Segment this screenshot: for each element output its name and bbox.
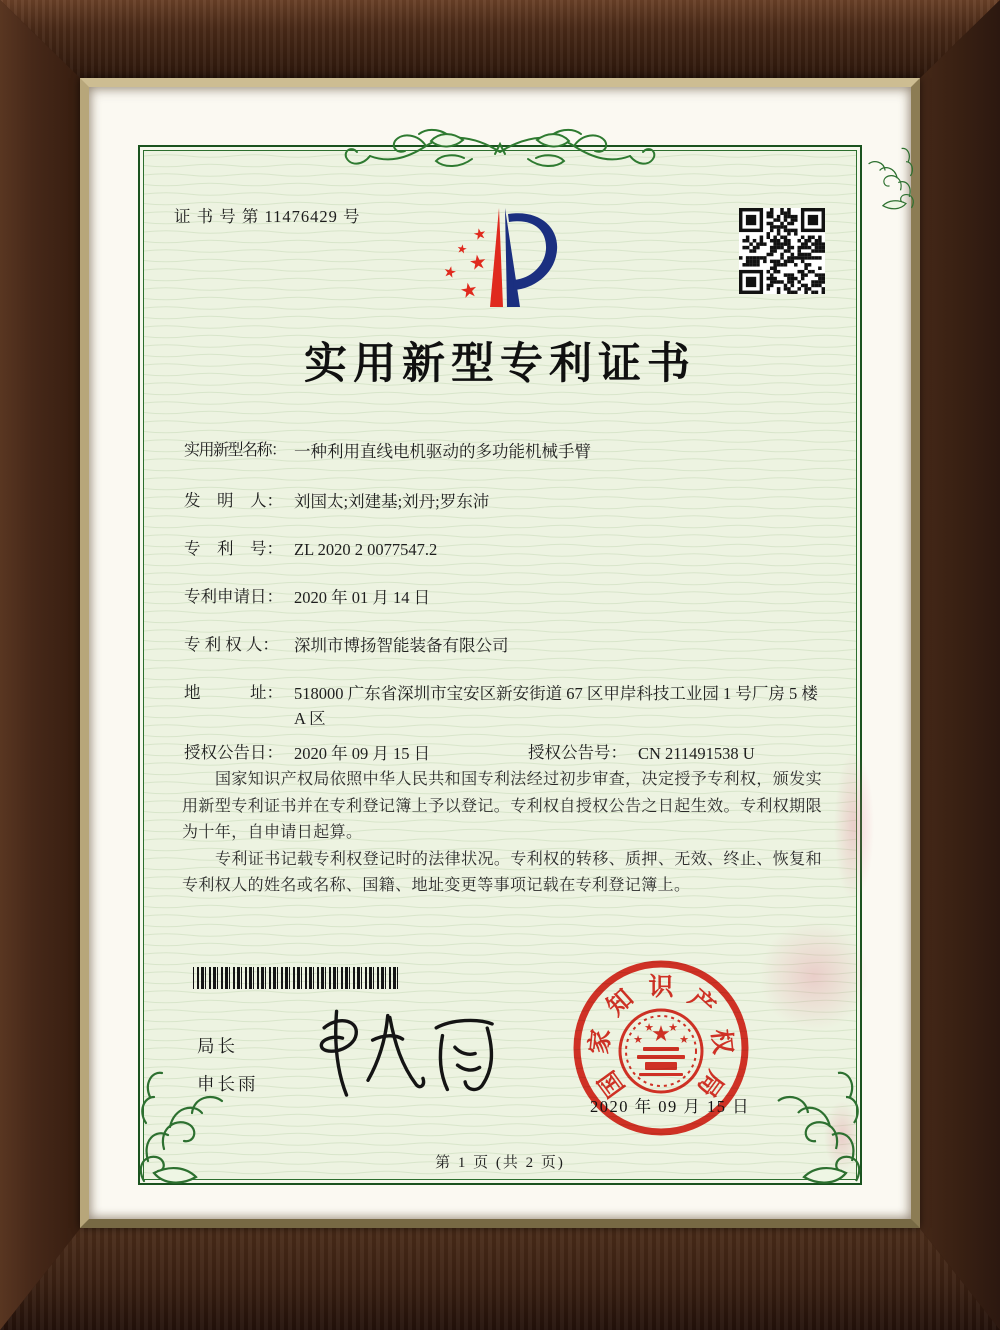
director-title: 局长 <box>197 1036 238 1056</box>
field-value: CN 211491538 U <box>638 744 755 763</box>
barcode-bar <box>325 967 326 989</box>
svg-text:★: ★ <box>441 261 459 283</box>
barcode-bar <box>241 967 242 989</box>
field-row-address <box>184 681 832 731</box>
certificate-number: 证 书 号 第 11476429 号 <box>174 207 361 226</box>
barcode-bar <box>373 967 374 989</box>
pink-ink-smudge <box>759 921 869 1031</box>
svg-text:国: 国 <box>593 1065 631 1102</box>
svg-text:知: 知 <box>602 984 639 1022</box>
barcode-bar <box>297 967 300 989</box>
field-label: 专 利 权 人： <box>184 635 279 654</box>
legal-paragraph-2: 专利证书记载专利权登记时的法律状况。专利权的转移、质押、无效、终止、恢复和专利权人的姓名或名称、国籍、地址变更等事项记载在专利登记簿上。 <box>182 850 822 894</box>
barcode-bar <box>377 967 379 989</box>
legal-paragraph-1: 国家知识产权局依照中华人民共和国专利法经过初步审查，决定授予专利权，颁发实用新型专利证书并在专利登记簿上予以登记。专利权自授权公告之日起生效。专利权期限为十年，自申请日起算。 <box>182 771 822 841</box>
barcode-bar <box>201 967 204 989</box>
svg-text:产: 产 <box>683 984 720 1022</box>
barcode-bar <box>269 967 271 989</box>
field-row-name <box>184 439 832 464</box>
green-double-border <box>138 145 862 1185</box>
barcode-bar <box>213 967 216 989</box>
field-row-grant <box>184 741 832 766</box>
barcode-bar <box>245 967 247 989</box>
barcode-bar <box>361 967 362 989</box>
barcode-bar <box>369 967 372 989</box>
barcode-bar <box>253 967 254 989</box>
director-name: 申长雨 <box>197 1074 259 1094</box>
top-dragon-ornament <box>340 126 660 180</box>
barcode-bar <box>305 967 307 989</box>
svg-text:★: ★ <box>679 1033 689 1046</box>
field-row-filing-date <box>184 585 832 610</box>
field-value: 518000 广东省深圳市宝安区新安街道 67 区甲岸科技工业园 1 号厂房 5 楼 A 区 <box>294 684 818 728</box>
page-number: 第 1 页 (共 2 页) <box>435 1155 565 1171</box>
barcode-bar <box>205 967 206 989</box>
svg-text:★: ★ <box>668 1021 678 1034</box>
field-value: 刘国太;刘建基;刘丹;罗东沛 <box>294 492 490 511</box>
national-emblem <box>620 1010 702 1092</box>
field-value: 2020 年 01 月 14 日 <box>294 588 431 607</box>
grant-number-pair <box>528 741 755 766</box>
barcode-bar <box>385 967 386 989</box>
frame-wood-left <box>0 0 82 1330</box>
svg-text:局: 局 <box>691 1065 729 1102</box>
director-signature <box>279 1001 529 1101</box>
barcode-bar <box>229 967 230 989</box>
svg-text:家: 家 <box>586 1027 616 1056</box>
field-value: 深圳市博扬智能装备有限公司 <box>294 636 509 655</box>
svg-text:★: ★ <box>633 1033 643 1046</box>
legal-text <box>182 767 822 900</box>
svg-text:★: ★ <box>471 223 489 245</box>
barcode-bar <box>293 967 295 989</box>
frame-wood-right <box>918 0 1000 1330</box>
certificate-title: 实用新型专利证书 <box>304 341 696 388</box>
barcode-bar <box>341 967 343 989</box>
barcode-bar <box>197 967 199 989</box>
svg-text:★: ★ <box>644 1021 654 1034</box>
barcode-bar <box>249 967 252 989</box>
corner-flourish-top-right <box>862 143 917 212</box>
field-label: 授权公告号： <box>528 743 627 762</box>
svg-text:★: ★ <box>457 276 480 304</box>
barcode-bar <box>381 967 384 989</box>
field-value: 一种利用直线电机驱动的多功能机械手臂 <box>294 442 591 461</box>
field-row-patent-number <box>184 537 832 562</box>
barcode-bar <box>313 967 314 989</box>
field-label: 地 址： <box>184 683 283 702</box>
barcode-bar <box>285 967 288 989</box>
barcode-bar <box>217 967 218 989</box>
field-label: 发 明 人： <box>184 491 283 510</box>
svg-text:识: 识 <box>648 974 674 1001</box>
barcode <box>193 967 399 989</box>
svg-text:★: ★ <box>467 248 489 276</box>
barcode-bar <box>289 967 290 989</box>
barcode-bar <box>357 967 360 989</box>
barcode-bar <box>317 967 319 989</box>
frame-wood-top <box>0 0 1000 80</box>
field-label: 专利申请日： <box>184 587 283 606</box>
barcode-bar <box>349 967 350 989</box>
barcode-bar <box>273 967 276 989</box>
barcode-bar <box>221 967 223 989</box>
barcode-bar <box>257 967 259 989</box>
barcode-bar <box>301 967 302 989</box>
barcode-bar <box>337 967 338 989</box>
barcode-bar <box>309 967 312 989</box>
field-label: 实用新型名称： <box>184 442 286 459</box>
cnipa-patent-logo-icon <box>436 201 576 313</box>
barcode-bar <box>365 967 367 989</box>
frame-wood-bottom <box>0 1226 1000 1330</box>
barcode-bar <box>333 967 336 989</box>
barcode-bar <box>237 967 240 989</box>
field-value: ZL 2020 2 0077547.2 <box>294 540 438 559</box>
barcode-bar <box>389 967 391 989</box>
field-row-inventors <box>184 489 832 514</box>
barcode-bar <box>397 967 398 989</box>
barcode-bar <box>277 967 278 989</box>
qr-code <box>739 208 825 294</box>
barcode-bar <box>345 967 348 989</box>
seal-date: 2020 年 09 月 15 日 <box>590 1097 751 1116</box>
barcode-bar <box>261 967 264 989</box>
field-value: 2020 年 09 月 15 日 <box>294 744 431 763</box>
certificate-body <box>143 150 857 1180</box>
field-row-patentee <box>184 633 832 658</box>
field-label: 专 利 号： <box>184 539 283 558</box>
barcode-bar <box>193 967 194 989</box>
svg-text:★: ★ <box>651 1022 671 1047</box>
barcode-bar <box>225 967 228 989</box>
barcode-bar <box>329 967 331 989</box>
barcode-bar <box>321 967 324 989</box>
barcode-bar <box>393 967 396 989</box>
barcode-bar <box>281 967 283 989</box>
barcode-bar <box>209 967 211 989</box>
svg-text:权: 权 <box>706 1027 736 1056</box>
pink-ink-smudge <box>834 751 874 901</box>
svg-text:★: ★ <box>455 241 469 257</box>
barcode-bar <box>265 967 266 989</box>
barcode-bar <box>233 967 235 989</box>
barcode-bar <box>353 967 355 989</box>
field-label: 授权公告日： <box>184 743 283 762</box>
